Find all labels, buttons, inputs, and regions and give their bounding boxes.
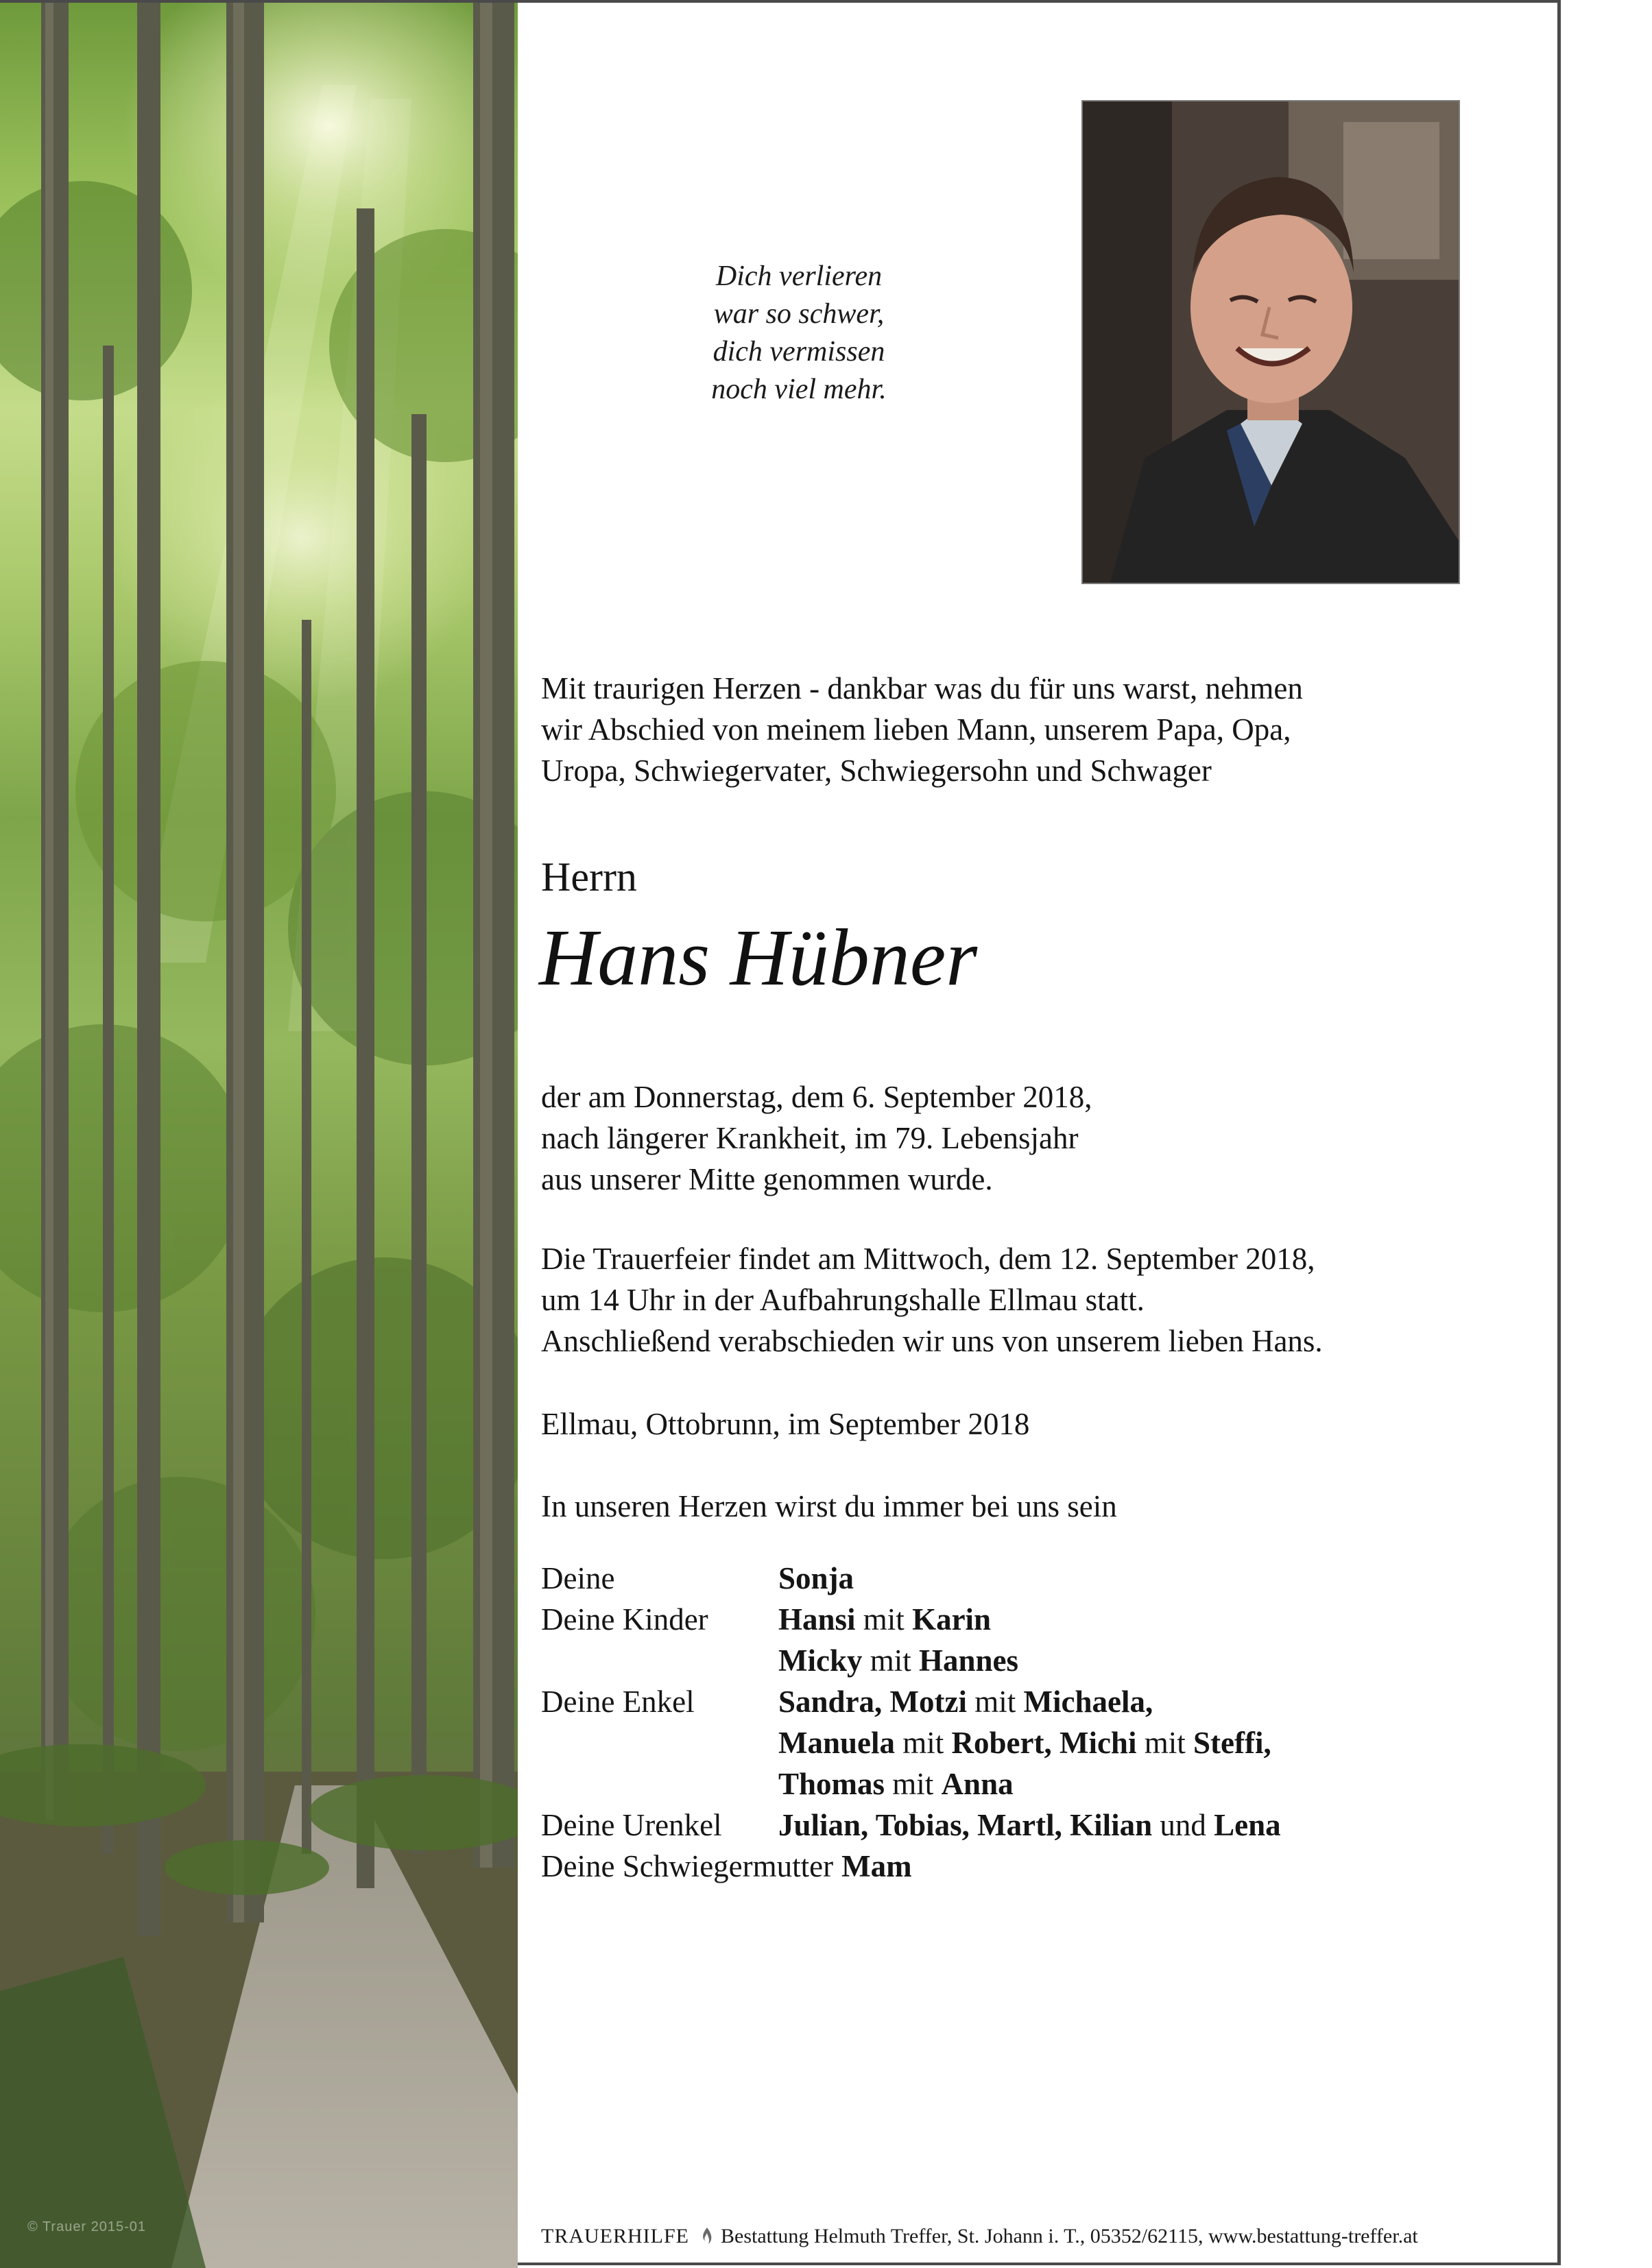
salutation: Herrn (541, 854, 637, 900)
family-member: Micky (778, 1643, 863, 1678)
family-member: Manuela (778, 1726, 896, 1760)
family-row-grandchildren (541, 1681, 1281, 1722)
family-row-grandchildren-cont (541, 1722, 1281, 1763)
intro-line: Mit traurigen Herzen - dankbar was du für uns warst, nehmen (541, 671, 1303, 705)
deceased-portrait (1081, 100, 1460, 584)
death-info (541, 1076, 1092, 1200)
family-row-children (541, 1599, 1281, 1640)
family-label: Deine (541, 1561, 615, 1595)
flame-leaf-icon (699, 2226, 715, 2247)
forest-image (0, 3, 518, 2268)
intro-line: wir Abschied von meinem lieben Mann, unserem Papa, Opa, (541, 712, 1291, 747)
image-watermark: © Trauer 2015-01 (27, 2219, 147, 2234)
funeral-info-line: um 14 Uhr in der Aufbahrungshalle Ellmau statt. (541, 1283, 1145, 1317)
quote-line: war so schwer, (713, 298, 885, 330)
family-row-great-grandchildren (541, 1805, 1281, 1846)
family-names (778, 1681, 1153, 1722)
connector-word: mit (974, 1685, 1016, 1719)
family-member: Julian, Tobias, Martl, Kilian (778, 1808, 1153, 1842)
family-label: Deine Kinder (541, 1602, 708, 1637)
quote-line: dich vermissen (713, 336, 885, 367)
family-row-mother-in-law (541, 1846, 1281, 1887)
quote-line: noch viel mehr. (711, 374, 887, 405)
memorial-quote (686, 258, 912, 409)
family-row-grandchildren-cont (541, 1763, 1281, 1805)
family-names (778, 1805, 1281, 1846)
family-list (541, 1558, 1281, 1887)
intro-line: Uropa, Schwiegervater, Schwiegersohn und Schwager (541, 753, 1212, 788)
family-member: Robert, Michi (951, 1726, 1137, 1760)
connector-word: mit (870, 1643, 911, 1678)
forest-illustration (0, 3, 518, 2268)
family-label-empty (541, 1640, 778, 1681)
portrait-photo (1083, 101, 1459, 583)
family-names (841, 1846, 911, 1887)
footer (541, 2224, 1418, 2249)
family-member: Sonja (778, 1561, 854, 1595)
family-row-children-cont (541, 1640, 1281, 1681)
family-member: Anna (941, 1767, 1014, 1801)
death-info-line: aus unserer Mitte genommen wurde. (541, 1162, 993, 1196)
funeral-info-line: Anschließend verabschieden wir uns von unserem lieben Hans. (541, 1324, 1323, 1358)
closing-line: In unseren Herzen wirst du immer bei uns sein (541, 1489, 1117, 1523)
family-member: Sandra, Motzi (778, 1685, 967, 1719)
family-names (778, 1558, 854, 1599)
deceased-name: Hans Hübner (539, 913, 978, 1002)
death-info-line: der am Donnerstag, dem 6. September 2018, (541, 1080, 1092, 1114)
family-label: Deine Enkel (541, 1685, 695, 1719)
family-label-empty (541, 1722, 778, 1763)
family-label-empty (541, 1763, 778, 1805)
family-member: Hannes (919, 1643, 1019, 1678)
connector-word: mit (1144, 1726, 1186, 1760)
intro-text (541, 668, 1303, 791)
family-member: Steffi, (1193, 1726, 1271, 1760)
funeral-info (541, 1238, 1323, 1362)
footer-text: Bestattung Helmuth Treffer, St. Johann i. T., 05352/62115, www.bestattung-treffer.at (721, 2225, 1418, 2247)
family-member: Michaela, (1023, 1685, 1153, 1719)
funeral-info-line: Die Trauerfeier findet am Mittwoch, dem 12. September 2018, (541, 1242, 1315, 1276)
connector-word: mit (863, 1602, 905, 1637)
family-member: Mam (841, 1849, 912, 1883)
connector-word: und (1160, 1808, 1206, 1842)
place-date: Ellmau, Ottobrunn, im September 2018 (541, 1407, 1030, 1441)
quote-line: Dich verlieren (715, 261, 883, 292)
family-label: Deine Schwiegermutter (541, 1849, 834, 1883)
family-member: Lena (1214, 1808, 1281, 1842)
family-member: Hansi (778, 1602, 856, 1637)
footer-brand: TRAUERHILFE (541, 2225, 689, 2247)
family-names (778, 1722, 1271, 1763)
family-label: Deine Urenkel (541, 1808, 722, 1842)
family-names (778, 1640, 1018, 1681)
connector-word: mit (892, 1767, 934, 1801)
connector-word: mit (902, 1726, 944, 1760)
family-member: Thomas (778, 1767, 885, 1801)
family-row-spouse (541, 1558, 1281, 1599)
death-info-line: nach längerer Krankheit, im 79. Lebensjahr (541, 1121, 1079, 1155)
family-member: Karin (912, 1602, 992, 1637)
family-names (778, 1599, 991, 1640)
family-names (778, 1763, 1014, 1805)
